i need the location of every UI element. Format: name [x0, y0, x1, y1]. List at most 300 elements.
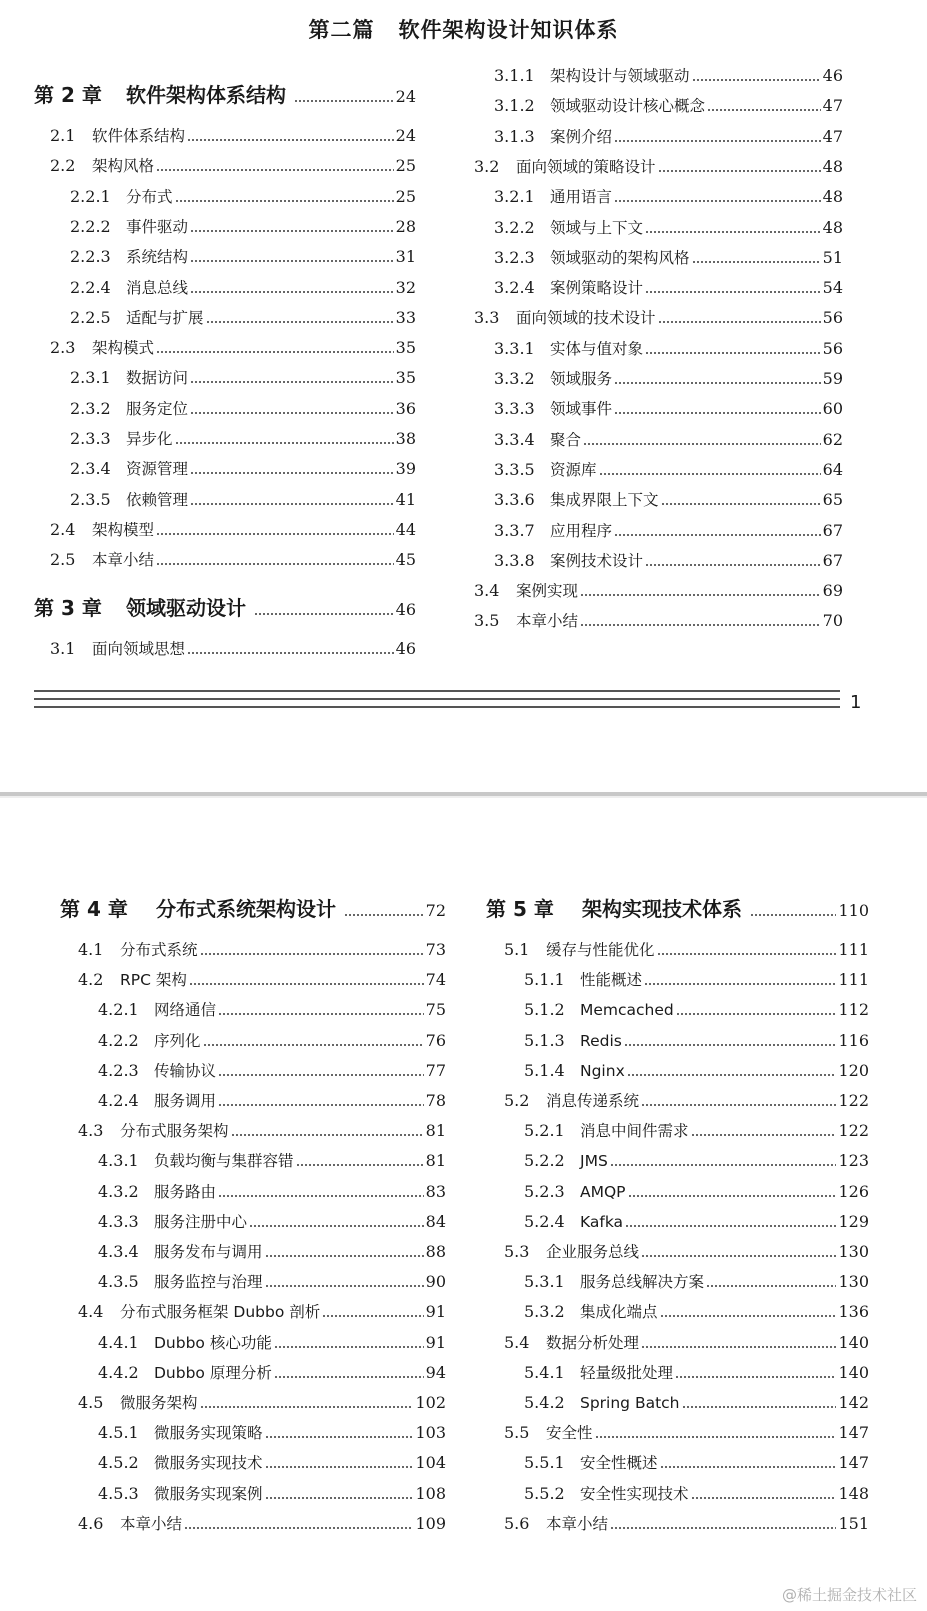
toc-entry-section[interactable]: [504, 1242, 869, 1262]
dot-leader: [614, 140, 821, 142]
entry-number: 5.5.1: [524, 1453, 565, 1473]
toc-entry-section[interactable]: [50, 520, 416, 540]
toc-entry-section[interactable]: [504, 940, 869, 960]
entry-title: 案例介绍: [550, 127, 613, 146]
entry-title: 面向领域的技术设计: [516, 309, 656, 328]
entry-title: 案例技术设计: [550, 551, 644, 570]
entry-title: 服务调用: [154, 1092, 217, 1110]
entry-page-number: 73: [425, 940, 446, 959]
entry-number: 2.3.2: [70, 398, 111, 418]
toc-entry-subsection[interactable]: [494, 490, 843, 510]
toc-entry-subsection[interactable]: [98, 1242, 446, 1262]
entry-title: 领域服务: [550, 370, 613, 388]
entry-page-number: 38: [395, 429, 416, 448]
entry-title: 微服务架构: [120, 1394, 198, 1412]
entry-number: 2.3.1: [70, 368, 111, 388]
toc-entry-subsection[interactable]: [70, 490, 416, 510]
toc-entry-subsection[interactable]: [98, 1091, 446, 1111]
toc-entry-subsection[interactable]: [70, 187, 416, 207]
toc-entry-section[interactable]: [50, 639, 416, 659]
entry-page-number: 111: [838, 970, 869, 990]
dot-leader: [200, 953, 424, 955]
entry-number: 2.3: [50, 338, 76, 358]
entry-title: 消息中间件需求: [580, 1122, 689, 1141]
dot-leader: [657, 953, 837, 955]
toc-entry-subsection[interactable]: [524, 1302, 869, 1322]
entry-number: 5.2.3: [524, 1181, 565, 1201]
entry-title: 数据分析处理: [546, 1333, 640, 1352]
dot-leader: [187, 652, 394, 654]
entry-page-number: 136: [838, 1302, 869, 1322]
entry-number: 3.2.1: [494, 187, 535, 207]
toc-entry-section[interactable]: [78, 1302, 446, 1322]
entry-number: 3.2: [474, 156, 500, 176]
entry-page-number: 60: [822, 399, 843, 419]
dot-leader: [294, 100, 394, 102]
entry-title: 案例实现: [516, 582, 579, 601]
entry-title: 本章小结: [516, 612, 579, 631]
entry-page-number: 102: [415, 1393, 446, 1412]
dot-leader: [628, 1195, 837, 1197]
toc-entry-subsection[interactable]: [494, 369, 843, 389]
entry-page-number: 123: [838, 1151, 869, 1171]
entry-number: 3.5: [474, 611, 500, 631]
entry-title: 本章小结: [92, 551, 155, 570]
entry-title: 传输协议: [154, 1061, 217, 1080]
entry-title: 分布式服务架构: [120, 1122, 229, 1141]
toc-entry-section[interactable]: [504, 1423, 869, 1443]
entry-page-number: 104: [415, 1453, 446, 1473]
toc-entry-subsection[interactable]: [524, 1453, 869, 1473]
entry-number: 4.3.1: [98, 1151, 139, 1171]
toc-entry-subsection[interactable]: [524, 1212, 869, 1232]
toc-entry-subsection[interactable]: [524, 1000, 869, 1020]
entry-page-number: 126: [838, 1181, 869, 1201]
entry-page-number: 81: [425, 1121, 446, 1141]
toc-entry-subsection[interactable]: [98, 1363, 446, 1383]
dot-leader: [580, 594, 821, 596]
entry-number: 2.2: [50, 156, 76, 176]
toc-entry-section[interactable]: [474, 611, 843, 631]
entry-page-number: 88: [425, 1242, 446, 1261]
entry-title: 服务发布与调用: [154, 1243, 263, 1261]
toc-entry-section[interactable]: [504, 1333, 869, 1353]
entry-number: 2.1: [50, 126, 76, 145]
dot-leader: [322, 1315, 423, 1317]
toc-entry-subsection[interactable]: [70, 278, 416, 298]
entry-number: 第 3 章: [34, 595, 102, 620]
dot-leader: [661, 503, 821, 505]
dot-leader: [692, 79, 821, 81]
entry-page-number: 83: [425, 1181, 446, 1201]
entry-page-number: 39: [395, 459, 416, 479]
dot-leader: [265, 1497, 414, 1499]
entry-page-number: 130: [838, 1242, 869, 1261]
entry-page-number: 69: [822, 581, 843, 601]
toc-entry-subsection[interactable]: [494, 430, 843, 450]
entry-title: 数据访问: [126, 369, 189, 388]
toc-entry-section[interactable]: [78, 940, 446, 960]
dot-leader: [190, 412, 394, 414]
entry-title: 负载均衡与集群容错: [154, 1152, 294, 1171]
dot-leader: [707, 109, 821, 111]
footer-rule-line: [34, 706, 840, 708]
toc-entry-section[interactable]: [50, 338, 416, 358]
toc-entry-subsection[interactable]: [494, 339, 843, 359]
toc-entry-subsection[interactable]: [494, 399, 843, 419]
entry-number: 2.2.2: [70, 216, 111, 236]
dot-leader: [218, 1104, 424, 1106]
toc-entry-section[interactable]: [50, 126, 416, 146]
entry-number: 3.3.3: [494, 399, 535, 419]
entry-title: 分布式服务框架 Dubbo 剖析: [120, 1303, 321, 1322]
entry-number: 5.1.2: [524, 1000, 565, 1020]
entry-number: 4.3: [78, 1121, 104, 1141]
entry-number: 第 4 章: [60, 897, 128, 921]
toc-entry-subsection[interactable]: [98, 1031, 446, 1051]
toc-entry-section[interactable]: [504, 1091, 869, 1111]
toc-entry-subsection[interactable]: [98, 1423, 446, 1443]
entry-page-number: 109: [415, 1513, 446, 1533]
dot-leader: [187, 139, 394, 141]
dot-leader: [190, 230, 394, 232]
entry-page-number: 24: [395, 126, 416, 145]
toc-entry-subsection[interactable]: [524, 1393, 869, 1413]
dot-leader: [641, 1255, 836, 1257]
entry-page-number: 65: [822, 490, 843, 510]
toc-entry-subsection[interactable]: [524, 1182, 869, 1202]
dot-leader: [691, 1134, 837, 1136]
entry-number: 3.3.5: [494, 459, 535, 479]
entry-number: 4.6: [78, 1513, 104, 1533]
entry-page-number: 31: [395, 247, 416, 267]
toc-entry-section[interactable]: [50, 156, 416, 176]
entry-page-number: 46: [822, 66, 843, 85]
dot-leader: [660, 1466, 837, 1468]
dot-leader: [274, 1376, 424, 1378]
entry-number: 3.3.6: [494, 490, 535, 510]
entry-title: 依赖管理: [126, 490, 189, 509]
toc-entry-subsection[interactable]: [98, 1333, 446, 1353]
toc-entry-subsection[interactable]: [98, 1484, 446, 1504]
entry-page-number: 129: [838, 1211, 869, 1231]
entry-title: 聚合: [550, 430, 582, 449]
entry-title: 分布式系统架构设计: [156, 897, 336, 921]
entry-title: 微服务实现策略: [154, 1424, 263, 1443]
entry-page-number: 110: [838, 901, 869, 920]
toc-entry-subsection[interactable]: [98, 1272, 446, 1292]
toc-entry-section[interactable]: [474, 581, 843, 601]
entry-title: 企业服务总线: [546, 1243, 640, 1261]
dot-leader: [254, 613, 394, 615]
entry-number: 4.4.1: [98, 1332, 139, 1352]
toc-entry-subsection[interactable]: [524, 1363, 869, 1383]
entry-number: 2.2.4: [70, 277, 111, 297]
entry-title: Dubbo 核心功能: [154, 1333, 272, 1352]
entry-page-number: 48: [822, 187, 843, 207]
toc-entry-subsection[interactable]: [494, 66, 843, 86]
entry-number: 5.1.1: [524, 970, 565, 990]
toc-entry-section[interactable]: [78, 1514, 446, 1534]
dot-leader: [691, 1497, 837, 1499]
dot-leader: [682, 1406, 837, 1408]
entry-title: 通用语言: [550, 188, 613, 207]
toc-entry-subsection[interactable]: [494, 248, 843, 268]
toc-entry-subsection[interactable]: [98, 1000, 446, 1020]
toc-entry-subsection[interactable]: [494, 96, 843, 116]
entry-title: 领域驱动的架构风格: [550, 248, 690, 267]
dot-leader: [190, 260, 394, 262]
entry-page-number: 35: [395, 338, 416, 358]
toc-entry-subsection[interactable]: [524, 970, 869, 990]
entry-number: 5.2: [504, 1091, 530, 1110]
dot-leader: [218, 1074, 424, 1076]
dot-leader: [190, 381, 394, 383]
toc-entry-subsection[interactable]: [98, 1212, 446, 1232]
toc-entry-subsection[interactable]: [98, 1453, 446, 1473]
entry-page-number: 147: [838, 1453, 869, 1473]
entry-number: 4.2: [78, 970, 104, 990]
entry-page-number: 70: [822, 611, 843, 631]
entry-title: 消息总线: [126, 278, 189, 297]
entry-title: 事件驱动: [126, 217, 189, 236]
entry-title: 分布式系统: [120, 941, 198, 959]
entry-title: 领域驱动设计核心概念: [550, 97, 706, 116]
toc-entry-subsection[interactable]: [70, 399, 416, 419]
footer-rule-line: [34, 690, 840, 692]
entry-title: 安全性: [546, 1424, 593, 1443]
entry-title: AMQP: [580, 1182, 626, 1201]
toc-entry-section[interactable]: [78, 1393, 446, 1413]
entry-page-number: 28: [395, 216, 416, 236]
toc-entry-section[interactable]: [474, 308, 843, 328]
toc-entry-subsection[interactable]: [524, 1272, 869, 1292]
entry-number: 3.2.4: [494, 278, 535, 298]
entry-page-number: 84: [425, 1211, 446, 1231]
entry-number: 3.3.4: [494, 429, 535, 449]
toc-entry-section[interactable]: [504, 1514, 869, 1534]
toc-entry-subsection[interactable]: [524, 1031, 869, 1051]
dot-leader: [750, 914, 836, 916]
entry-title: JMS: [580, 1152, 608, 1171]
toc-entry-subsection[interactable]: [70, 429, 416, 449]
entry-page-number: 116: [838, 1030, 869, 1050]
entry-page-number: 59: [822, 369, 843, 388]
entry-number: 5.1.4: [524, 1060, 565, 1080]
toc-entry-subsection[interactable]: [494, 460, 843, 480]
dot-leader: [614, 534, 821, 536]
toc-entry-subsection[interactable]: [524, 1061, 869, 1081]
entry-page-number: 120: [838, 1060, 869, 1080]
entry-number: 4.5.1: [98, 1423, 139, 1443]
entry-title: 分布式: [126, 187, 173, 206]
toc-entry-subsection[interactable]: [494, 127, 843, 147]
entry-page-number: 51: [822, 247, 843, 267]
entry-page-number: 47: [822, 126, 843, 146]
part-name: 软件架构设计知识体系: [398, 18, 619, 42]
toc-entry-subsection[interactable]: [70, 308, 416, 328]
entry-number: 2.2.1: [70, 186, 111, 206]
entry-page-number: 81: [425, 1151, 446, 1171]
toc-entry-subsection[interactable]: [494, 521, 843, 541]
entry-page-number: 48: [822, 217, 843, 237]
dot-leader: [175, 442, 394, 444]
entry-title: 微服务实现案例: [154, 1484, 263, 1503]
toc-entry-subsection[interactable]: [524, 1151, 869, 1171]
entry-title: RPC 架构: [120, 971, 187, 990]
toc-entry-chapter[interactable]: [34, 595, 416, 621]
entry-title: 应用程序: [550, 521, 613, 540]
dot-leader: [265, 1436, 414, 1438]
entry-number: 4.4: [78, 1302, 104, 1322]
toc-entry-subsection[interactable]: [70, 459, 416, 479]
entry-page-number: 74: [425, 970, 446, 990]
toc-entry-subsection[interactable]: [70, 368, 416, 388]
toc-entry-section[interactable]: [474, 157, 843, 177]
entry-title: 架构风格: [92, 157, 155, 176]
entry-page-number: 67: [822, 550, 843, 570]
toc-entry-section[interactable]: [78, 970, 446, 990]
toc-entry-subsection[interactable]: [98, 1151, 446, 1171]
dot-leader: [580, 624, 821, 626]
entry-title: 微服务实现技术: [154, 1454, 263, 1473]
toc-entry-section[interactable]: [78, 1121, 446, 1141]
entry-number: 第 5 章: [486, 897, 554, 921]
dot-leader: [156, 563, 394, 565]
entry-number: 5.5: [504, 1423, 530, 1443]
toc-entry-subsection[interactable]: [494, 278, 843, 298]
entry-page-number: 32: [395, 277, 416, 297]
toc-entry-subsection[interactable]: [494, 218, 843, 238]
dot-leader: [218, 1195, 424, 1197]
dot-leader: [206, 321, 394, 323]
entry-page-number: 75: [425, 1000, 446, 1020]
entry-page-number: 46: [395, 599, 416, 619]
entry-number: 4.5.2: [98, 1453, 139, 1473]
entry-number: 4.2.4: [98, 1091, 139, 1110]
entry-number: 3.2.3: [494, 247, 535, 267]
entry-page-number: 91: [425, 1302, 446, 1322]
page-number: 1: [850, 692, 862, 713]
dot-leader: [614, 382, 821, 384]
entry-number: 3.3.8: [494, 550, 535, 570]
dot-leader: [595, 1436, 837, 1438]
dot-leader: [658, 321, 821, 323]
entry-number: 3.2.2: [494, 217, 535, 237]
toc-entry-subsection[interactable]: [70, 247, 416, 267]
dot-leader: [218, 1013, 424, 1015]
dot-leader: [190, 503, 394, 505]
entry-page-number: 62: [822, 429, 843, 449]
toc-entry-chapter[interactable]: [486, 896, 869, 922]
entry-page-number: 44: [395, 519, 416, 539]
entry-title: Redis: [580, 1031, 622, 1050]
dot-leader: [692, 261, 821, 263]
entry-number: 4.3.3: [98, 1211, 139, 1231]
dot-leader: [265, 1285, 424, 1287]
entry-number: 3.1.3: [494, 126, 535, 146]
entry-title: 集成界限上下文: [550, 491, 659, 510]
entry-page-number: 147: [838, 1423, 869, 1443]
toc-entry-subsection[interactable]: [524, 1121, 869, 1141]
entry-number: 5.1: [504, 940, 530, 959]
entry-page-number: 77: [425, 1060, 446, 1080]
entry-title: 案例策略设计: [550, 279, 644, 298]
entry-number: 3.4: [474, 581, 500, 601]
toc-entry-subsection[interactable]: [98, 1182, 446, 1202]
entry-title: 软件体系结构: [92, 127, 186, 145]
toc-entry-subsection[interactable]: [494, 551, 843, 571]
entry-page-number: 35: [395, 368, 416, 388]
entry-title: 领域驱动设计: [126, 595, 246, 620]
entry-title: Nginx: [580, 1061, 625, 1080]
entry-page-number: 111: [838, 940, 869, 959]
entry-page-number: 24: [395, 87, 416, 106]
dot-leader: [645, 352, 821, 354]
toc-entry-subsection[interactable]: [70, 217, 416, 237]
entry-title: 架构模式: [92, 339, 155, 358]
entry-number: 2.2.3: [70, 247, 111, 267]
dot-leader: [644, 983, 836, 985]
footer-rule-line: [34, 698, 840, 700]
entry-title: Kafka: [580, 1212, 624, 1231]
entry-title: 架构实现技术体系: [582, 897, 742, 921]
dot-leader: [249, 1225, 424, 1227]
entry-number: 4.2.3: [98, 1060, 139, 1080]
toc-entry-chapter[interactable]: [60, 896, 446, 922]
entry-page-number: 91: [425, 1332, 446, 1352]
entry-title: 集成化端点: [580, 1303, 658, 1322]
dot-leader: [624, 1044, 837, 1046]
entry-number: 3.3: [474, 308, 500, 328]
entry-title: 服务定位: [126, 399, 189, 418]
entry-number: 5.4.1: [524, 1362, 565, 1382]
toc-entry-subsection[interactable]: [524, 1484, 869, 1504]
toc-entry-subsection[interactable]: [98, 1061, 446, 1081]
entry-number: 5.2.2: [524, 1151, 565, 1171]
dot-leader: [660, 1315, 837, 1317]
entry-title: 性能概述: [580, 971, 643, 990]
entry-number: 3.1: [50, 638, 76, 658]
entry-title: 软件架构体系结构: [126, 83, 286, 107]
dot-leader: [265, 1255, 424, 1257]
entry-number: 5.5.2: [524, 1483, 565, 1503]
dot-leader: [641, 1346, 836, 1348]
dot-leader: [645, 291, 821, 293]
entry-title: 架构模型: [92, 520, 155, 539]
dot-leader: [156, 351, 394, 353]
entry-page-number: 94: [425, 1362, 446, 1382]
entry-title: 服务路由: [154, 1182, 217, 1201]
entry-title: 异步化: [126, 430, 173, 448]
entry-page-number: 140: [838, 1362, 869, 1382]
dot-leader: [190, 472, 394, 474]
entry-number: 3.3.2: [494, 369, 535, 388]
entry-title: Memcached: [580, 1001, 674, 1020]
entry-page-number: 47: [822, 96, 843, 116]
entry-page-number: 72: [425, 901, 446, 920]
dot-leader: [675, 1376, 836, 1378]
toc-entry-subsection[interactable]: [494, 187, 843, 207]
entry-title: 服务总线解决方案: [580, 1273, 705, 1292]
toc-entry-chapter[interactable]: [34, 82, 416, 108]
toc-entry-section[interactable]: [50, 550, 416, 570]
entry-page-number: 48: [822, 156, 843, 176]
toc-page-1: [0, 0, 927, 792]
entry-page-number: 130: [838, 1272, 869, 1292]
dot-leader: [645, 231, 821, 233]
entry-page-number: 67: [822, 520, 843, 540]
